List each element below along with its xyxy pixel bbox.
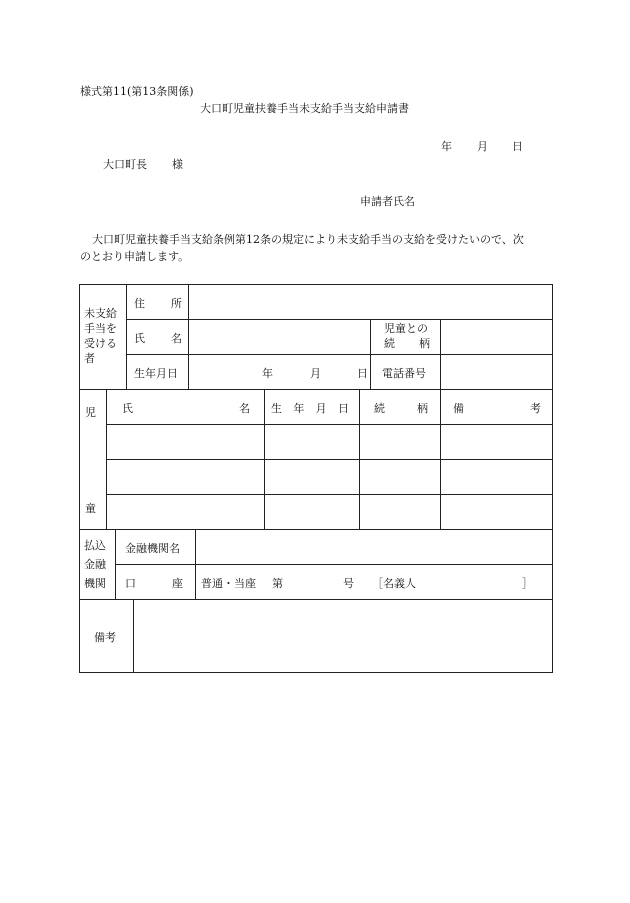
account-label-char-1: 口 — [125, 577, 136, 590]
bank-section-label-line-1: 払込 — [84, 539, 106, 552]
account-holder-open: ［名義人 — [372, 577, 416, 590]
form-title: 大口町児童扶養手当未支給手当支給申請書 — [200, 102, 409, 115]
children-col-birth-char-4: 日 — [337, 402, 349, 415]
account-number-prefix: 第 — [272, 577, 283, 590]
children-col-name-char-1: 氏 — [122, 402, 133, 415]
table-row — [107, 425, 552, 459]
children-col-relation-char-2: 柄 — [417, 402, 428, 415]
child-name-cell[interactable] — [107, 460, 264, 494]
table-row — [107, 495, 552, 529]
children-section-label-top: 児 — [85, 406, 96, 419]
recipient-name-label-char-2: 名 — [171, 332, 182, 345]
account-type-option[interactable]: 普通・当座 — [201, 577, 256, 590]
child-remarks-cell[interactable] — [441, 460, 552, 494]
children-col-birth — [271, 400, 349, 416]
date-month-label: 月 — [477, 140, 488, 153]
child-relation-cell[interactable] — [360, 460, 440, 494]
address-label — [134, 295, 182, 311]
children-col-remarks-char-1: 備 — [453, 402, 464, 415]
children-col-name — [122, 400, 250, 416]
recipient-section-label-line-3: 受ける — [84, 337, 117, 350]
account-number-suffix: 号 — [343, 577, 354, 590]
children-col-birth-char-3: 月 — [315, 402, 327, 415]
address-field[interactable] — [190, 286, 550, 318]
addressee-name: 大口町長 — [103, 158, 147, 171]
relation-label-char-1: 続 — [384, 336, 395, 350]
intro-line-2: のとおり申請します。 — [80, 250, 190, 263]
relation-label-line-1: 児童との — [384, 322, 428, 335]
remarks-field[interactable] — [135, 601, 550, 671]
children-col-birth-char-2: 年 — [293, 402, 305, 415]
address-label-char-1: 住 — [134, 297, 145, 310]
date-year-label: 年 — [441, 140, 452, 153]
child-birth-cell[interactable] — [265, 425, 359, 459]
bank-section-label — [84, 536, 106, 593]
child-name-cell[interactable] — [107, 495, 264, 529]
children-col-remarks-char-2: 考 — [530, 402, 541, 415]
relation-field[interactable] — [442, 321, 550, 353]
child-remarks-cell[interactable] — [441, 425, 552, 459]
recipient-name-label-char-1: 氏 — [134, 332, 145, 345]
recipient-section-label-line-2: 手当を — [84, 322, 117, 335]
address-label-char-2: 所 — [171, 297, 182, 310]
phone-field[interactable] — [442, 356, 550, 388]
birth-date-label: 生年月日 — [134, 367, 178, 380]
child-relation-cell[interactable] — [360, 495, 440, 529]
birth-month-label: 月 — [310, 367, 321, 380]
child-name-cell[interactable] — [107, 425, 264, 459]
child-birth-cell[interactable] — [265, 460, 359, 494]
addressee-suffix: 様 — [172, 158, 183, 171]
table-row — [107, 460, 552, 494]
children-col-birth-char-1: 生 — [271, 402, 282, 415]
account-holder-field[interactable] — [420, 568, 516, 594]
recipient-name-field[interactable] — [190, 321, 368, 353]
relation-label — [384, 322, 430, 352]
relation-label-char-2: 柄 — [419, 336, 430, 350]
recipient-name-label — [134, 330, 182, 346]
form-number: 様式第11(第13条関係) — [80, 85, 194, 98]
birth-year-label: 年 — [262, 367, 273, 380]
birth-day-label: 日 — [357, 367, 368, 380]
recipient-section-label — [84, 306, 117, 366]
birth-date-field[interactable] — [190, 356, 368, 388]
phone-label: 電話番号 — [382, 367, 426, 380]
account-label-char-2: 座 — [172, 577, 183, 590]
bank-section-label-line-3: 機関 — [84, 577, 106, 590]
date-day-label: 日 — [512, 140, 523, 153]
children-col-name-char-2: 名 — [239, 402, 250, 415]
account-number-field[interactable] — [288, 568, 338, 594]
account-label — [125, 575, 183, 591]
children-col-relation-char-1: 続 — [374, 402, 385, 415]
recipient-section-label-line-1: 未支給 — [84, 307, 117, 320]
institution-name-label: 金融機関名 — [125, 542, 180, 555]
recipient-section-label-line-4: 者 — [84, 352, 95, 365]
remarks-label: 備考 — [94, 631, 116, 644]
children-section-label-bottom: 童 — [85, 502, 96, 515]
bank-section-label-line-2: 金融 — [84, 558, 106, 571]
intro-line-1: 大口町児童扶養手当支給条例第12条の規定により未支給手当の支給を受けたいので、次 — [92, 233, 524, 246]
child-remarks-cell[interactable] — [441, 495, 552, 529]
applicant-name-label: 申請者氏名 — [360, 195, 415, 208]
institution-name-field[interactable] — [197, 531, 550, 563]
child-relation-cell[interactable] — [360, 425, 440, 459]
account-holder-close: ］ — [522, 577, 533, 590]
children-col-relation — [374, 400, 428, 416]
relation-label-line-2 — [384, 337, 430, 352]
children-col-remarks — [453, 400, 541, 416]
child-birth-cell[interactable] — [265, 495, 359, 529]
